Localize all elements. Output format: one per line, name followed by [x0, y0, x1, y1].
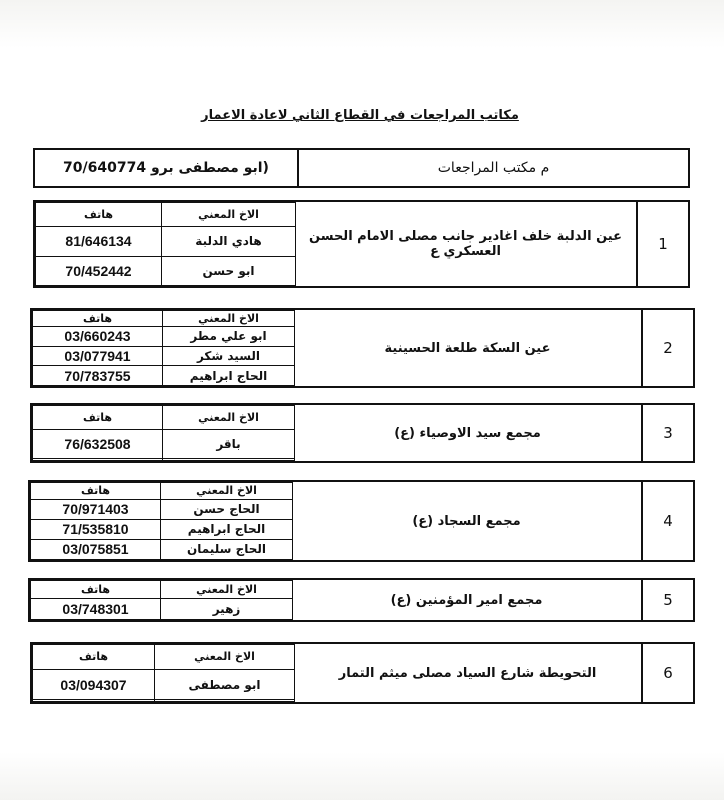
entry-number: 5 — [641, 580, 693, 620]
phone-column-header: هاتف — [33, 645, 155, 670]
name-column-header: الاخ المعني — [161, 581, 293, 599]
office-entry-2 — [30, 308, 695, 388]
contact-name: الحاج ابراهيم — [161, 519, 293, 539]
phone-column-header: هاتف — [31, 581, 161, 599]
contact-phone: 71/535810 — [31, 519, 161, 539]
contact-name — [155, 700, 295, 702]
contacts-table — [35, 202, 296, 286]
office-location: مجمع سيد الاوصياء (ع) — [394, 425, 541, 441]
office-entry-3 — [30, 403, 695, 463]
contact-name: الحاج حسن — [161, 499, 293, 519]
contact-name: ابو مصطفى — [155, 669, 295, 699]
contact-name: زهير — [161, 598, 293, 619]
phone-column-header: هاتف — [33, 311, 163, 327]
contact-phone: 03/077941 — [33, 346, 163, 366]
contact-phone: 76/632508 — [33, 430, 163, 459]
contact-phone: 03/660243 — [33, 327, 163, 347]
office-location: عين السكة طلعة الحسينية — [384, 340, 551, 356]
entry-number: 1 — [636, 202, 688, 286]
contacts-table — [32, 310, 295, 386]
office-location: التحويطة شارع السياد مصلى ميثم التمار — [338, 665, 597, 681]
header-office-label: م مكتب المراجعات — [297, 150, 688, 186]
contact-name: الحاج ابراهيم — [163, 366, 295, 386]
contact-name: ابو علي مطر — [163, 327, 295, 347]
name-column-header: الاخ المعني — [155, 645, 295, 670]
entry-number: 2 — [641, 310, 693, 386]
office-entry-6 — [30, 642, 695, 704]
office-entry-1 — [33, 200, 690, 288]
phone-column-header: هاتف — [36, 203, 162, 227]
office-location: عين الدلبة خلف اغادير جانب مصلى الامام الحسن العسكري ع — [309, 229, 622, 259]
contacts-table — [30, 580, 293, 620]
contact-phone — [33, 700, 155, 702]
name-column-header: الاخ المعني — [163, 311, 295, 327]
phone-column-header: هاتف — [31, 483, 161, 500]
contacts-table — [32, 644, 295, 702]
entry-number: 4 — [641, 482, 693, 560]
office-location: مجمع امير المؤمنين (ع) — [390, 592, 543, 608]
contact-name: ابو حسن — [162, 256, 296, 285]
contact-phone: 03/094307 — [33, 669, 155, 699]
page-title: مكاتب المراجعات في القطاع الثاني لاعادة الاعمار — [201, 108, 519, 123]
contact-phone: 81/646134 — [36, 227, 162, 256]
contact-name: باقر — [163, 430, 295, 459]
header-contact: (ابو مصطفى برو 70/640774 — [63, 160, 269, 176]
name-column-header: الاخ المعني — [162, 203, 296, 227]
header-row — [33, 148, 690, 188]
name-column-header: الاخ المعني — [161, 483, 293, 500]
phone-column-header: هاتف — [33, 406, 163, 430]
name-column-header: الاخ المعني — [163, 406, 295, 430]
contact-name — [163, 459, 295, 461]
entry-number: 3 — [641, 405, 693, 461]
contact-phone: 70/971403 — [31, 499, 161, 519]
office-entry-5 — [28, 578, 695, 622]
office-location: مجمع السجاد (ع) — [412, 513, 521, 529]
office-entry-4 — [28, 480, 695, 562]
contact-name: السيد شكر — [163, 346, 295, 366]
contact-phone: 03/748301 — [31, 598, 161, 619]
contact-name: هادي الدلبة — [162, 227, 296, 256]
contact-phone: 70/452442 — [36, 256, 162, 285]
contacts-table — [30, 482, 293, 560]
contact-phone: 70/783755 — [33, 366, 163, 386]
contact-phone: 03/075851 — [31, 539, 161, 559]
contact-phone — [33, 459, 163, 461]
contact-name: الحاج سليمان — [161, 539, 293, 559]
contacts-table — [32, 405, 295, 461]
entry-number: 6 — [641, 644, 693, 702]
